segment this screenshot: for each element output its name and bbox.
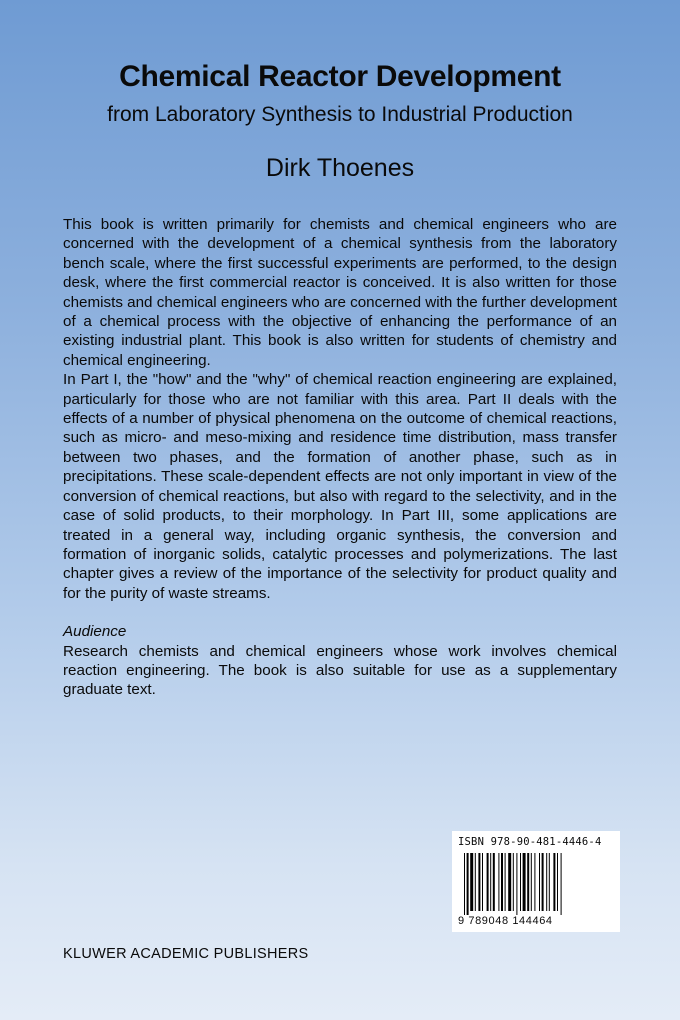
blurb-paragraph-2: In Part I, the "how" and the "why" of chemical reaction engineering are explained, particularly for those who are not familiar with this area. Part II deals with the effects of a number of physical phenomena on the outcome of chemical reactions, such as micro- and meso-mixing and residence time distribution, mass transfer between two phases, and the formation of another phase, such as in precipitations. These scale-dependent effects are not only important in view of the conversion of chemical reactions, but also with regard to the selectivity, and in the case of solid products, to their morphology. In Part III, some applications are treated in a general way, including organic synthesis, the conversion and formation of inorganic solids, catalytic processes and polymerizations. The last chapter gives a review of the importance of the selectivity for product quality and for the purity of waste streams. <box>63 371 617 602</box>
audience-text: Research chemists and chemical engineers whose work involves chemical reaction engineering. The book is also suitable for use as a supplementary graduate text. <box>63 642 617 699</box>
barcode-box <box>452 831 620 932</box>
audience-block <box>63 622 617 700</box>
publisher-name: KLUWER ACADEMIC PUBLISHERS <box>63 946 309 962</box>
audience-heading: Audience <box>63 623 127 641</box>
ean-digits: 9 789048 144464 <box>458 915 553 927</box>
barcode-icon <box>464 853 608 915</box>
blurb-text <box>63 215 617 700</box>
blurb-paragraph-1: This book is written primarily for chemists and chemical engineers who are concerned with the development of a chemical synthesis from the laboratory bench scale, where the first successful experiments are performed, to the design desk, where the first commercial reactor is conceived. It is also written for those chemists and chemical engineers who are concerned with the further development of a chemical process with the objective of enhancing the performance of an existing industrial plant. This book is also written for students of chemistry and chemical engineering. <box>63 216 617 369</box>
isbn-label: ISBN 978-90-481-4446-4 <box>458 836 602 848</box>
book-title: Chemical Reactor Development <box>119 60 561 93</box>
book-subtitle: from Laboratory Synthesis to Industrial Production <box>107 103 573 126</box>
book-author: Dirk Thoenes <box>265 154 415 182</box>
